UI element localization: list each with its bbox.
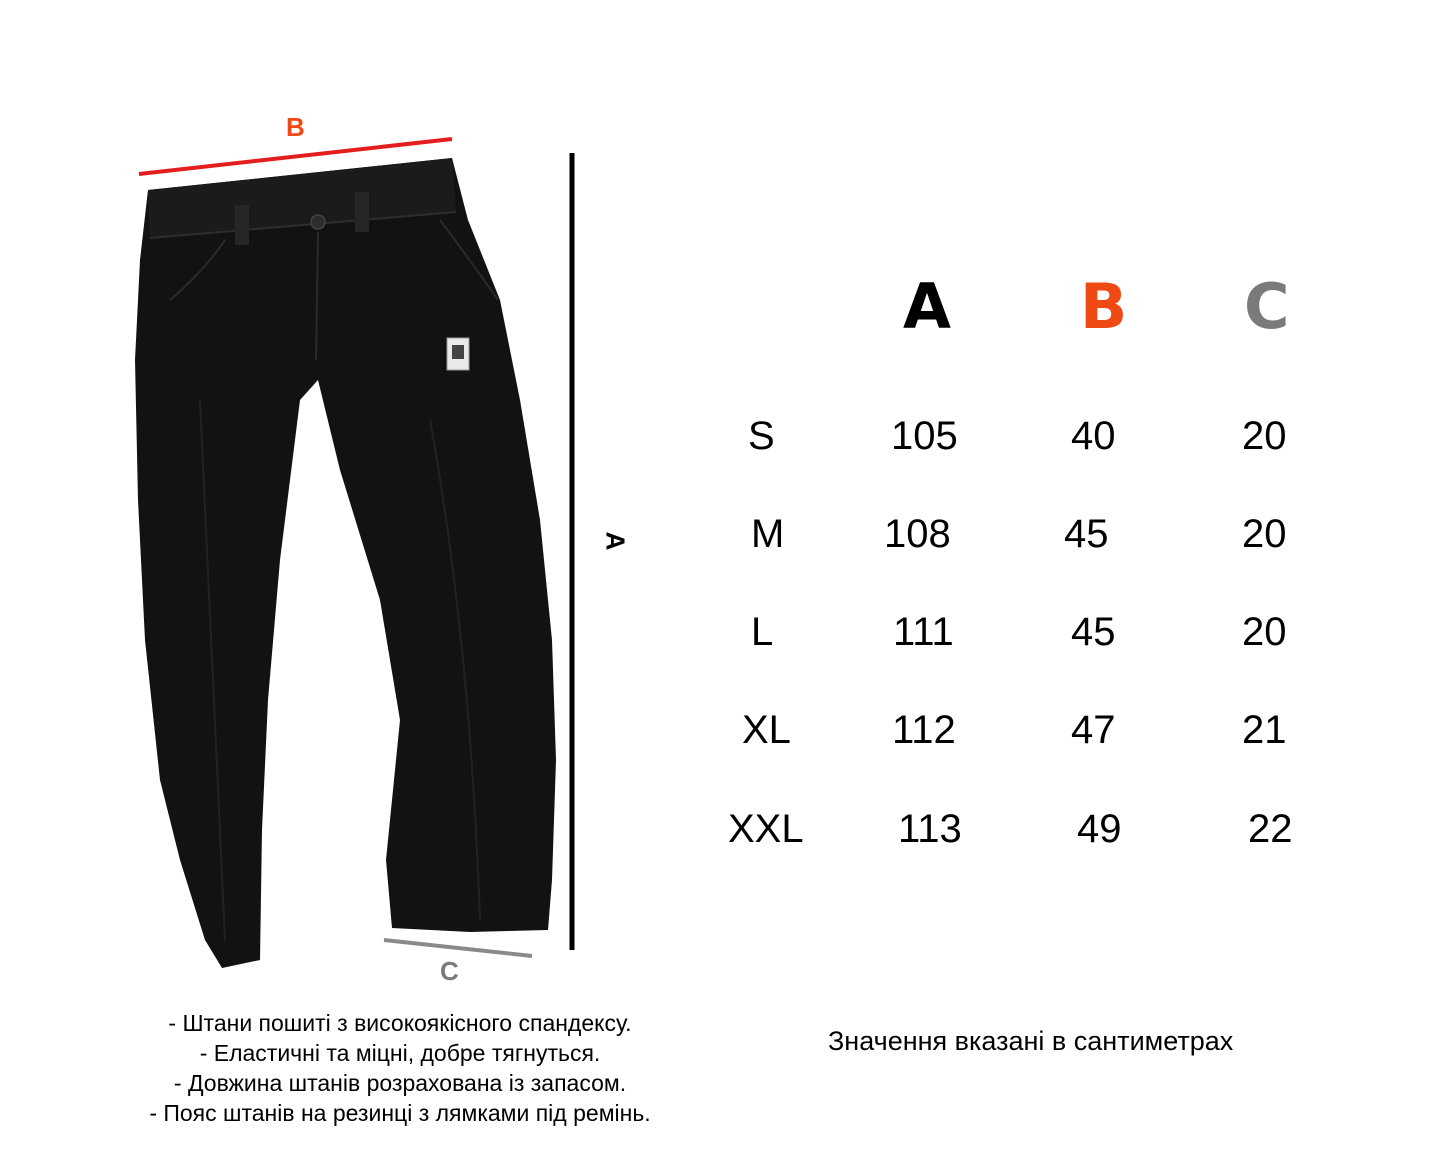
description-line: - Пояс штанів на резинці з лямками під ремінь. <box>149 1100 651 1126</box>
row-size: M <box>751 512 785 556</box>
row-value-b: 45 <box>1071 610 1116 654</box>
label-c: C <box>440 956 459 986</box>
c-measure-line <box>384 940 532 956</box>
row-value-a: 105 <box>891 414 958 458</box>
row-value-c: 20 <box>1242 512 1287 556</box>
row-size: S <box>748 414 775 458</box>
row-size: L <box>751 610 774 654</box>
row-value-b: 47 <box>1071 708 1116 752</box>
row-value-a: 113 <box>898 807 962 851</box>
label-a: A <box>600 531 631 551</box>
belt-loop <box>235 205 249 245</box>
row-value-b: 49 <box>1077 807 1122 851</box>
description-line: - Еластичні та міцні, добре тягнуться. <box>199 1040 601 1066</box>
row-value-c: 21 <box>1242 708 1287 752</box>
description-line: - Штани пошиті з високоякісного спандексу. <box>168 1010 632 1036</box>
row-value-b: 45 <box>1064 512 1109 556</box>
belt-loop <box>355 192 369 232</box>
pants-shape <box>135 158 556 968</box>
description-line: - Довжина штанів розрахована із запасом. <box>173 1070 627 1096</box>
column-header-c: C <box>1244 270 1290 343</box>
row-value-c: 20 <box>1242 414 1287 458</box>
row-value-c: 22 <box>1248 807 1293 851</box>
row-size: XXL <box>728 807 804 851</box>
label-b: B <box>286 112 305 142</box>
column-header-a: A <box>903 270 951 343</box>
row-value-b: 40 <box>1071 414 1116 458</box>
row-value-a: 111 <box>893 610 954 654</box>
row-value-a: 108 <box>884 512 951 556</box>
row-size: XL <box>742 708 791 752</box>
row-value-a: 112 <box>892 708 956 752</box>
row-value-c: 20 <box>1242 610 1287 654</box>
waist-button <box>311 215 325 229</box>
column-header-b: B <box>1080 270 1128 343</box>
pants-illustration <box>100 100 660 1000</box>
units-note: Значення вказані в сантиметрах <box>828 1026 1234 1056</box>
